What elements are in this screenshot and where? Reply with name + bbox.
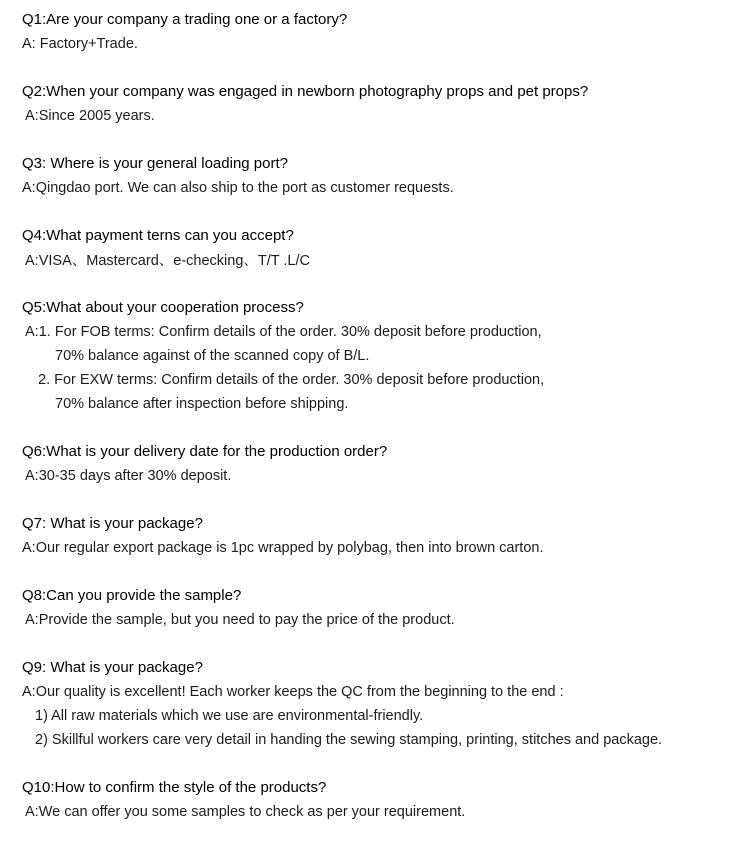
faq-question-6: Q6:What is your delivery date for the production order? [22,443,388,460]
faq-answer-2: A:Since 2005 years. [25,108,155,124]
faq-answer-5-line-3: 2. For EXW terms: Confirm details of the order. 30% deposit before production, [38,372,545,388]
faq-answer-5-line-4: 70% balance after inspection before shipping. [55,396,349,412]
faq-answer-4: A:VISA、Mastercard、e-checking、T/T .L/C [25,253,310,269]
faq-answer-9-line-3: 2) Skillful workers care very detail in handing the sewing stamping, printing, stitches and package. [35,732,663,748]
faq-question-7: Q7: What is your package? [22,515,203,532]
faq-question-10: Q10:How to confirm the style of the products? [22,779,327,796]
faq-answer-9-line-1: A:Our quality is excellent! Each worker keeps the QC from the beginning to the end : [22,684,564,700]
faq-answer-6: A:30-35 days after 30% deposit. [25,468,232,484]
faq-answer-9-line-2: 1) All raw materials which we use are environmental-friendly. [35,708,424,724]
faq-answer-3: A:Qingdao port. We can also ship to the port as customer requests. [22,180,454,196]
faq-answer-5-line-2: 70% balance against of the scanned copy of B/L. [55,348,370,364]
faq-question-4: Q4:What payment terns can you accept? [22,227,294,244]
faq-answer-1: A: Factory+Trade. [22,36,138,52]
faq-question-8: Q8:Can you provide the sample? [22,587,242,604]
faq-answer-7: A:Our regular export package is 1pc wrapped by polybag, then into brown carton. [22,540,544,556]
faq-answer-8: A:Provide the sample, but you need to pay the price of the product. [25,612,455,628]
faq-question-5: Q5:What about your cooperation process? [22,299,304,316]
faq-question-1: Q1:Are your company a trading one or a factory? [22,11,348,28]
faq-question-2: Q2:When your company was engaged in newborn photography props and pet props? [22,83,589,100]
faq-answer-10: A:We can offer you some samples to check as per your requirement. [25,804,466,820]
faq-question-9: Q9: What is your package? [22,659,203,676]
faq-question-3: Q3: Where is your general loading port? [22,155,288,172]
faq-answer-5-line-1: A:1. For FOB terms: Confirm details of the order. 30% deposit before production, [25,324,542,340]
